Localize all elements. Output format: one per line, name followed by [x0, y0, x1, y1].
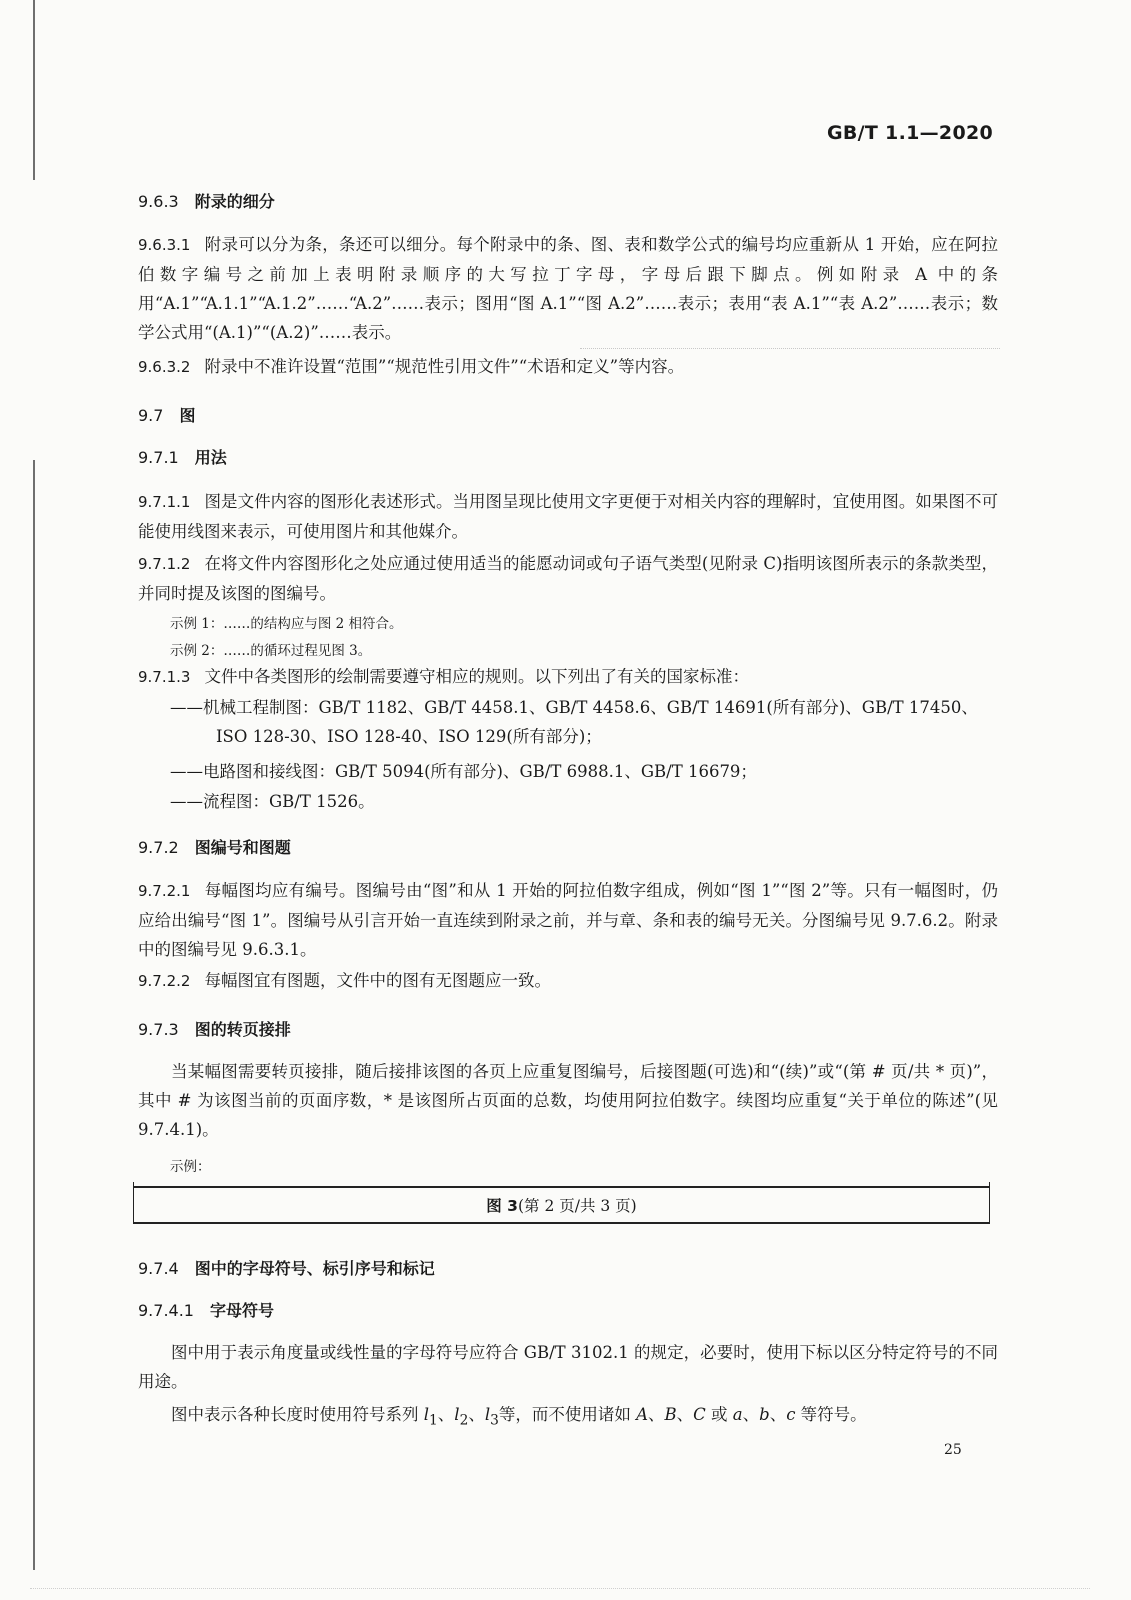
list-item [170, 787, 1000, 816]
clause-text: 在将文件内容图形化之处应通过使用适当的能愿动词或句子语气类型(见附录 C)指明该图所表示的条款类型，并同时提及该图的图编号。 [138, 554, 998, 603]
section-number: 9.7.2 [138, 838, 179, 857]
figure-number: 图 3 [486, 1197, 518, 1215]
section-title: 字母符号 [209, 1301, 274, 1320]
separator: 、 [648, 1405, 665, 1424]
section-title: 图中的字母符号、标引序号和标记 [194, 1259, 435, 1278]
clause-text: 图是文件内容的图形化表述形式。当用图呈现比使用文字更便于对相关内容的理解时，宜使用图。如果图不可能使用线图来表示，可使用图片和其他媒介。 [138, 492, 998, 541]
binding-margin-mark [33, 0, 35, 180]
clause-paragraph [138, 487, 998, 546]
subscript: 1 [429, 1412, 438, 1429]
clause-paragraph [138, 549, 998, 608]
clause-text: 每幅图均应有编号。图编号由“图”和从 1 开始的阿拉伯数字组成，例如“图 1”“图 2”等。只有一幅图时，仍应给出编号“图 1”。图编号从引言开始一直连续到附录之前，并与章、条和表的编号无关。分图编号见 9.7.6.2。附录中的图编号见 9.6.3.1。 [138, 881, 998, 959]
scan-artifact [30, 1588, 1090, 1590]
separator: 、 [676, 1405, 694, 1424]
text-run: 等，而不使用诸如 [498, 1405, 637, 1424]
figure-caption-box [133, 1186, 990, 1224]
standard-number: GB/T 1.1—2020 [826, 122, 993, 144]
section-title: 附录的细分 [194, 192, 275, 211]
body-paragraph [138, 1400, 998, 1435]
section-number: 9.7.4.1 [138, 1301, 194, 1320]
section-number: 9.7.4 [138, 1259, 179, 1278]
figure-page-note: (第 2 页/共 3 页) [517, 1197, 637, 1215]
example-note: 示例 2：……的循环过程见图 3。 [170, 643, 372, 659]
text-run: 等符号。 [795, 1405, 867, 1424]
clause-number: 9.7.1.2 [138, 555, 191, 573]
symbol: l [484, 1405, 491, 1424]
binding-margin-mark [33, 460, 35, 1570]
section-title: 图编号和图题 [194, 838, 291, 857]
symbol: C [693, 1405, 706, 1424]
clause-text: 附录中不准许设置“范围”“规范性引用文件”“术语和定义”等内容。 [204, 357, 685, 376]
separator: 、 [742, 1405, 760, 1424]
body-paragraph: 图中用于表示角度量或线性量的字母符号应符合 GB/T 3102.1 的规定，必要时，使用下标以区分特定符号的不同用途。 [138, 1343, 998, 1391]
clause-number: 9.7.2.1 [138, 882, 191, 900]
separator: 、 [769, 1405, 787, 1424]
clause-number: 9.7.2.2 [138, 972, 191, 990]
list-item [170, 757, 1000, 786]
symbol: l [423, 1405, 430, 1424]
section-heading [138, 445, 227, 468]
clause-text: 文件中各类图形的绘制需要遵守相应的规则。以下列出了有关的国家标准： [204, 667, 749, 686]
clause-text: 附录可以分为条，条还可以细分。每个附录中的条、图、表和数学公式的编号均应重新从 1 开始，应在阿拉伯数字编号之前加上表明附录顺序的大写拉丁字母，字母后跟下脚点。例如附录 A 中的条用“A.1”“A.1.1”“A.1.2”……“A.2”……表示；图用“图 A.1”“图 A.2”……表示；表用“表 A.1”“表 A.2”……表示；数学公式用“(A.1)”“(A.2)”……表示。 [138, 235, 998, 342]
example-note: 示例 1：……的结构应与图 2 相符合。 [170, 616, 403, 632]
section-title: 用法 [194, 448, 227, 467]
section-number: 9.7.3 [138, 1020, 179, 1039]
subscript: 3 [490, 1412, 499, 1429]
subscript: 2 [459, 1412, 469, 1429]
clause-number: 9.7.1.1 [138, 493, 191, 511]
list-item-continuation: ISO 128-30、ISO 128-40、ISO 129(所有部分)； [216, 727, 602, 746]
section-heading [138, 1256, 435, 1279]
symbol: a [732, 1405, 743, 1424]
figure-caption [134, 1194, 989, 1216]
symbol: B [664, 1405, 677, 1424]
clause-paragraph [138, 966, 998, 996]
page-number: 25 [944, 1442, 962, 1458]
section-number: 9.7.1 [138, 448, 179, 467]
list-item [170, 693, 1000, 751]
body-paragraph: 当某幅图需要转页接排，随后接排该图的各页上应重复图编号，后接图题(可选)和“(续)”或“(第 # 页/共 * 页)”，其中 # 为该图当前的页面序数，* 是该图所占页面的总数，均使用阿拉伯数字。续图均应重复“关于单位的陈述”(见 9.7.4.1)。 [138, 1062, 998, 1139]
separator: 、 [468, 1405, 485, 1424]
clause-number: 9.7.1.3 [138, 668, 191, 686]
clause-text: 每幅图宜有图题，文件中的图有无图题应一致。 [204, 971, 551, 990]
section-number: 9.7 [138, 406, 164, 425]
section-heading [138, 189, 275, 212]
scan-artifact [580, 348, 1000, 350]
text-run: 或 [705, 1405, 733, 1424]
section-heading [138, 403, 195, 426]
list-item-text: ——流程图：GB/T 1526。 [170, 792, 375, 811]
section-heading [138, 835, 291, 858]
section-number: 9.6.3 [138, 192, 179, 211]
symbol: l [454, 1405, 460, 1424]
example-label: 示例： [170, 1159, 211, 1175]
section-title: 图 [179, 406, 196, 425]
symbol: c [786, 1405, 796, 1424]
text-run: 图中表示各种长度时使用符号系列 [171, 1405, 424, 1424]
clause-paragraph [138, 230, 998, 347]
clause-number: 9.6.3.1 [138, 236, 191, 254]
clause-number: 9.6.3.2 [138, 358, 191, 376]
symbol: b [759, 1405, 770, 1424]
section-heading [138, 1017, 291, 1040]
list-item-text: ——机械工程制图：GB/T 1182、GB/T 4458.1、GB/T 4458.6、GB/T 14691(所有部分)、GB/T 17450、 [170, 698, 978, 717]
section-heading [138, 1298, 274, 1321]
clause-paragraph [138, 876, 998, 964]
list-item-text: ——电路图和接线图：GB/T 5094(所有部分)、GB/T 6988.1、GB/T 16679； [170, 762, 757, 781]
separator: 、 [437, 1405, 455, 1424]
symbol: A [636, 1405, 649, 1424]
clause-paragraph [138, 662, 998, 692]
clause-paragraph [138, 352, 998, 382]
section-title: 图的转页接排 [194, 1020, 291, 1039]
